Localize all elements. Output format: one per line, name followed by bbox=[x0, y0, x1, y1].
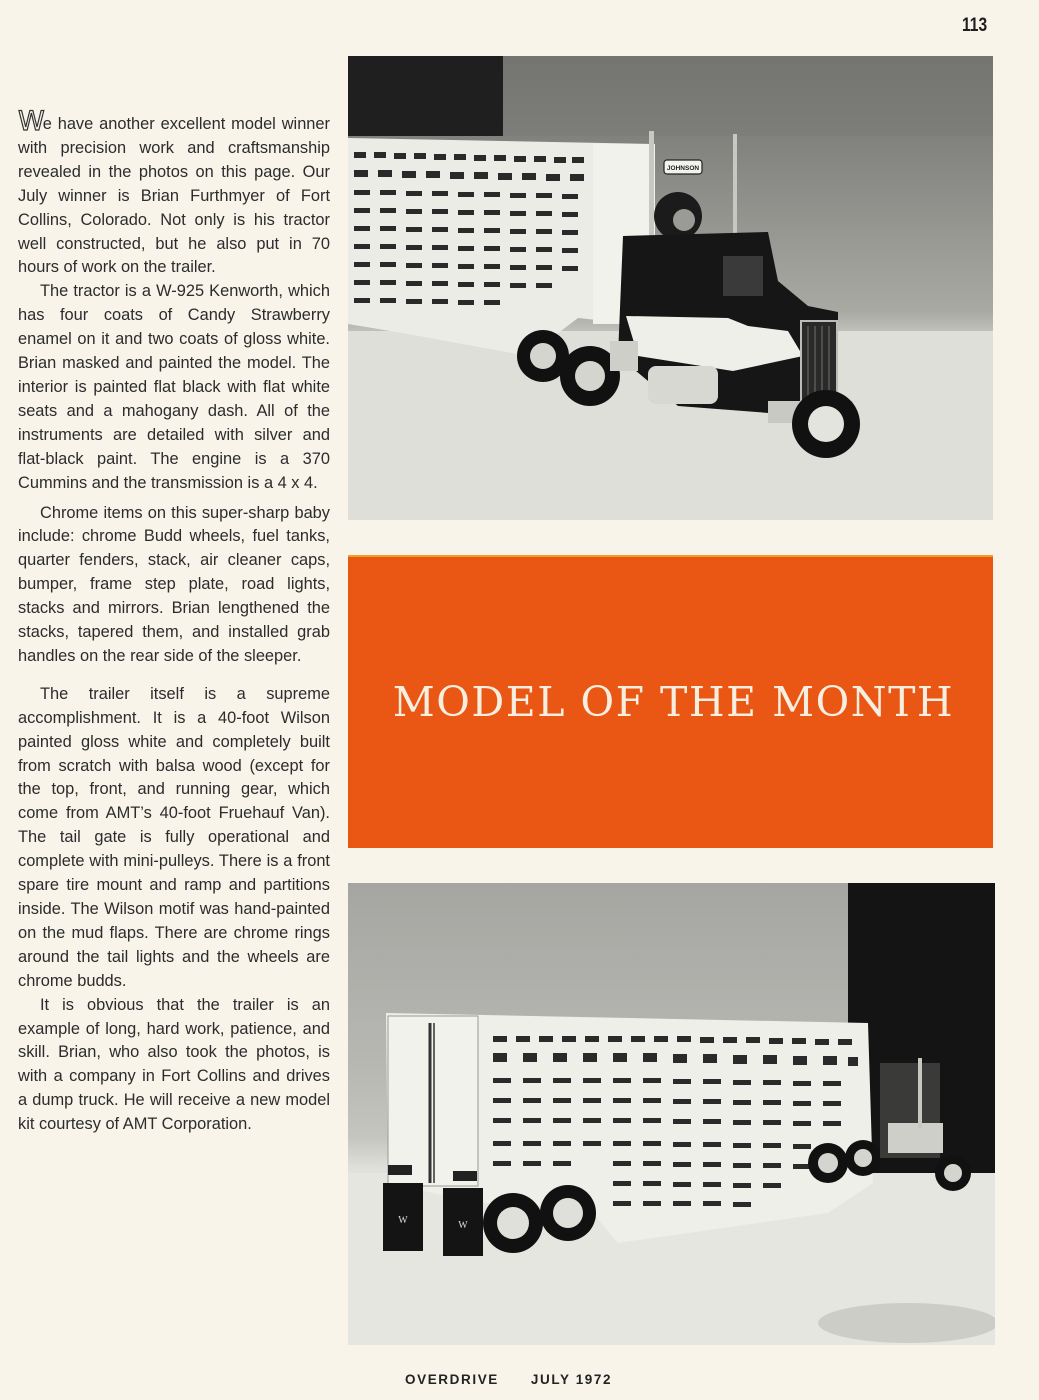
drop-cap: W bbox=[18, 106, 42, 137]
svg-text:W: W bbox=[398, 1215, 408, 1226]
paragraph-text: e have another excellent model winner with precision work and craftsmanship revealed in the photos on this page. Our July winner is Brian Furthmyer of Fort Collins, Colorado. Not only is his tractor well constructed, but he also put in 70 hours of work on the trailer. bbox=[18, 115, 330, 277]
feature-banner bbox=[348, 555, 993, 848]
publication-name: OVERDRIVE bbox=[405, 1372, 499, 1387]
article-paragraph-2: The tractor is a W-925 Kenworth, which has four coats of Candy Strawberry enamel on it and two coats of gloss white. Brian masked and painted the model. The interior is painted flat black with flat white seats and a mahogany dash. All of the instruments are detailed with silver and flat-black paint. The engine is a 370 Cummins and the transmission is a 4 x 4. bbox=[18, 282, 330, 492]
page-footer bbox=[405, 1372, 612, 1387]
page-number: 113 bbox=[962, 15, 988, 36]
feature-title: MODEL OF THE MONTH bbox=[392, 678, 955, 726]
photo-tractor-front-view bbox=[348, 56, 993, 520]
article-paragraph-1 bbox=[18, 106, 330, 280]
truck-front-illustration bbox=[348, 56, 993, 520]
trailer-rear-illustration bbox=[348, 883, 995, 1345]
svg-text:W: W bbox=[458, 1220, 468, 1231]
issue-date: JULY 1972 bbox=[530, 1372, 613, 1387]
photo-trailer-rear-view bbox=[348, 883, 995, 1345]
article-paragraph-4: The trailer itself is a supreme accomplishment. It is a 40-foot Wilson painted gloss white and completely built from scratch with balsa wood (except for the top, front, and running gear, which come from AMT’s 40-foot Fruehauf Van). The tail gate is fully operational and complete with mini-pulleys. There is a front spare tire mount and ramp and partitions inside. The Wilson motif was hand-painted on the mud flaps. There are chrome rings around the tail lights and the wheels are chrome budds. bbox=[18, 684, 330, 990]
article-body bbox=[18, 106, 330, 1137]
svg-text:JOHNSON: JOHNSON bbox=[666, 165, 700, 172]
article-paragraph-3: Chrome items on this super-sharp baby include: chrome Budd wheels, fuel tanks, quarter fenders, stack, air cleaner caps, bumper, frame step plate, road lights, stacks and mirrors. Brian lengthened the stacks, tapered them, and installed grab handles on the rear side of the sleeper. bbox=[18, 503, 330, 665]
article-paragraph-5: It is obvious that the trailer is an example of long, hard work, patience, and skill. Brian, who also took the photos, is with a company in Fort Collins and drives a dump truck. He will receive a new model kit courtesy of AMT Corporation. bbox=[18, 995, 330, 1134]
